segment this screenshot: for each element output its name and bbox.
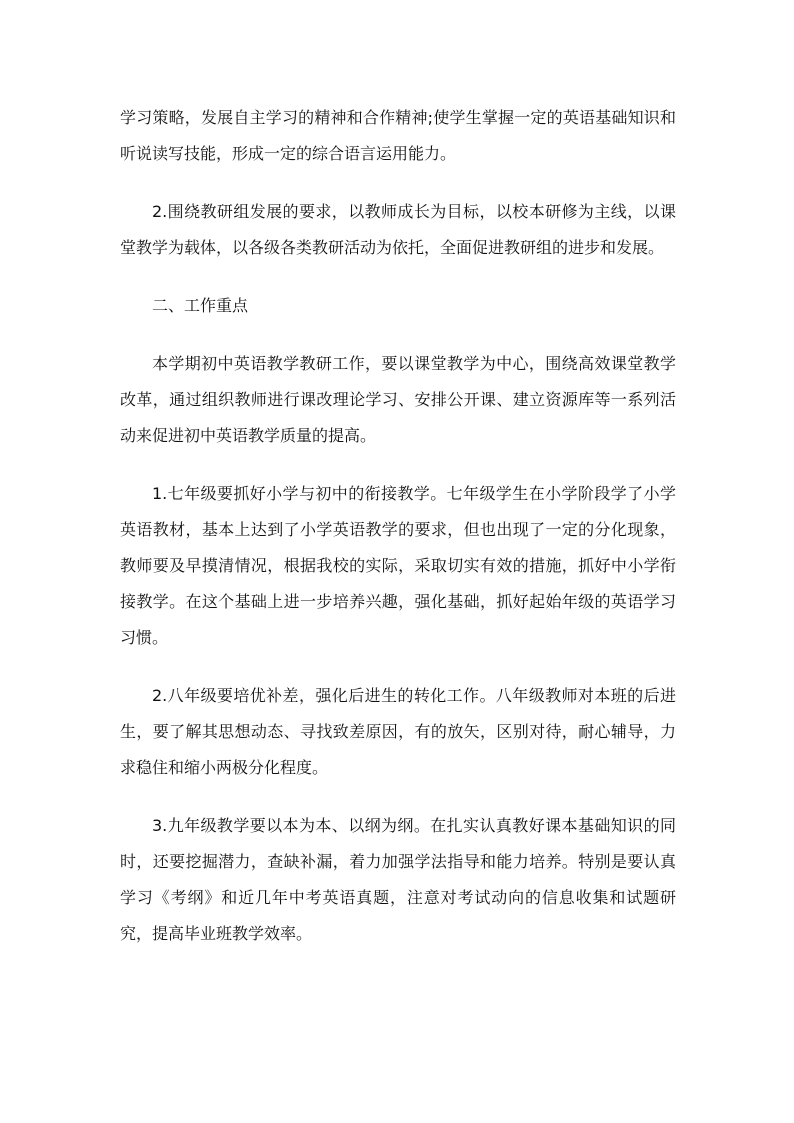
paragraph-teaching-group-goal: 2.围绕教研组发展的要求，以教师成长为目标，以校本研修为主线，以课堂教学为载体，以各级各类教研活动为依托，全面促进教研组的进步和发展。 [120, 202, 676, 257]
paragraph-learning-strategy: 学习策略，发展自主学习的精神和合作精神;使学生掌握一定的英语基础知识和听说读写技能，形成一定的综合语言运用能力。 [120, 108, 676, 163]
paragraph-grade-seven: 1.七年级要抓好小学与初中的衔接教学。七年级学生在小学阶段学了小学英语教材，基本上达到了小学英语教学的要求，但也出现了一定的分化现象，教师要及早摸清情况，根据我校的实际，采取切实有效的措施，抓好中小学衔接教学。在这个基础上进一步培养兴趣，强化基础，抓好起始年级的英语学习习惯。 [120, 484, 676, 647]
document-body [120, 100, 676, 974]
paragraph-semester-overview: 本学期初中英语教学教研工作，要以课堂教学为中心，围绕高效课堂教学改革，通过组织教师进行课改理论学习、安排公开课、建立资源库等一系列活动来促进初中英语教学质量的提高。 [120, 354, 676, 445]
paragraph-grade-nine: 3.九年级教学要以本为本、以纲为纲。在扎实认真教好课本基础知识的同时，还要挖掘潜力，查缺补漏，着力加强学法指导和能力培养。特别是要认真学习《考纲》和近几年中考英语真题，注意对考试动向的信息收集和试题研究，提高毕业班教学效率。 [120, 816, 676, 943]
paragraph-grade-eight: 2.八年级要培优补差，强化后进生的转化工作。八年级教师对本班的后进生，要了解其思想动态、寻找致差原因，有的放矢，区别对待，耐心辅导，力求稳住和缩小两极分化程度。 [120, 686, 676, 777]
section-heading-work-focus: 二、工作重点 [152, 296, 249, 315]
